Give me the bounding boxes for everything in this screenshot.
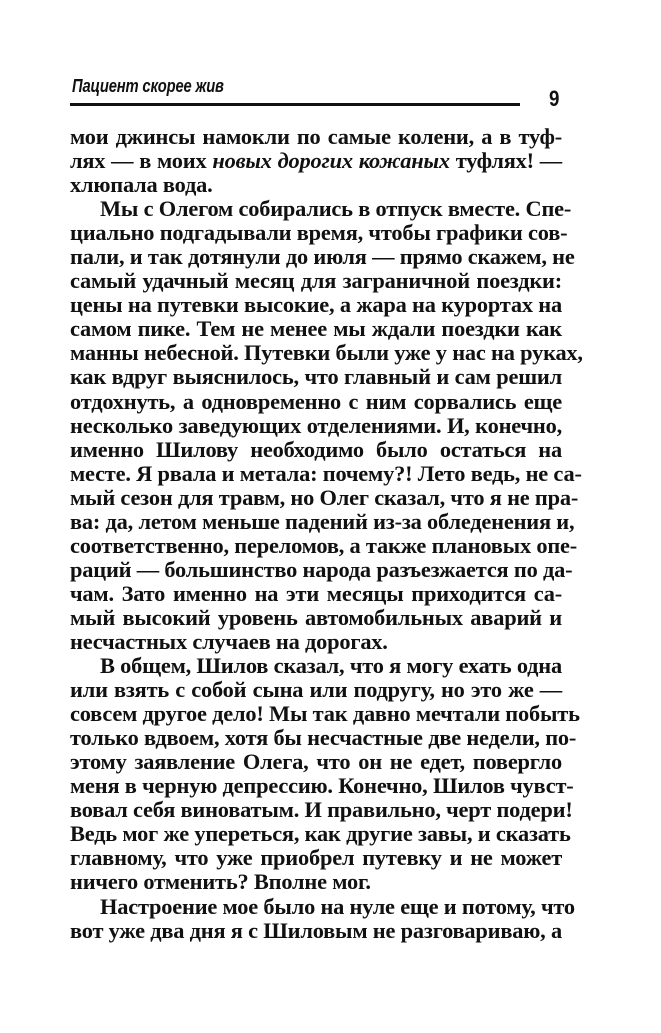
text-line [70,340,583,366]
text-segment: туфлях! — [449,148,562,174]
text-segment: месте. Я рвала и метала: почему?! Лето ведь, не са- [70,460,582,486]
text-segment: мый высокий уровень автомобильных аварий и [70,604,562,630]
text-segment: соответственно, переломов, а также плановых опе- [70,532,578,558]
text-line [70,582,562,606]
header-rule [70,103,520,106]
text-segment: вот уже два дня я с Шиловым не разговариваю, а [70,917,562,943]
text-line [70,556,573,582]
text-line [70,414,562,438]
text-line [70,919,562,943]
text-line [70,678,562,702]
text-line [70,821,571,847]
text-line [70,870,562,894]
text-line [70,893,575,919]
text-segment: манны небесной. Путевки были уже у нас на руках, [70,340,583,366]
text-segment: цены на путевки высокие, а жара на курортах на [70,292,562,318]
text-line [70,846,562,870]
text-line [70,460,582,486]
text-segment: мои джинсы намокли по самые колени, а в туф- [70,124,562,149]
text-segment: меня в черную депрессию. Конечно, Шилов чувст- [70,773,574,799]
text-line [70,220,568,246]
text-line [70,773,574,799]
text-line [70,438,562,462]
text-line [70,797,573,823]
text-segment: раций — большинство народа разъезжается по да- [70,556,573,582]
text-segment: ничего отменить? Вполне мог. [70,869,371,895]
text-segment: как вдруг выяснилось, что главный и сам решил [70,364,562,390]
text-segment: Мы с Олегом собирались в отпуск вместе. Спе- [100,196,572,222]
text-line [70,173,562,197]
text-segment: циально подгадывали время, чтобы графики сов- [70,220,568,246]
text-segment: только вдвоем, хотя бы несчастные две недели, по- [70,725,577,751]
text-segment: самом пике. Тем не менее мы ждали поездки как [70,316,562,342]
text-segment: В общем, Шилов сказал, что я могу ехать одна [100,653,562,679]
text-segment: чам. Зато именно на эти месяцы приходится са- [70,580,562,606]
text-segment: или взять с собой сына или подругу, но это же — [70,677,562,703]
text-segment: вовал себя виноватым. И правильно, черт подери! [70,797,573,823]
text-segment: хлюпала вода. [70,172,213,198]
text-segment: главному, что уже приобрел путевку и не может [70,845,562,871]
body-text [70,124,583,943]
text-line [70,630,562,654]
text-line [70,244,575,270]
text-line [70,149,562,173]
page-number: 9 [549,86,560,111]
text-line [70,317,562,341]
text-segment: лях — в моих [70,148,213,174]
text-segment: несчастных случаев на дорогах. [70,628,388,654]
text-segment: Настроение мое было на нуле еще и потому, что [100,893,575,919]
italic-text: новых дорогих кожаных [212,148,450,174]
running-header [70,76,520,104]
text-line [70,750,562,774]
text-segment: именно Шилову необходимо было остаться на [70,436,562,462]
text-line [70,269,562,293]
text-line [70,508,575,534]
text-segment: отдохнуть, а одновременно с ним сорвались еще [70,388,562,414]
text-line [70,725,577,751]
running-title: Пациент скорее жив [72,76,224,96]
text-line [70,390,562,414]
text-line [70,125,562,149]
text-segment: пали, и так дотянули до июля — прямо скажем, не [70,244,575,270]
text-line [70,654,562,678]
text-line [70,606,562,630]
text-segment: несколько заведующих отделениями. И, конечно, [70,412,562,438]
text-line [70,532,578,558]
text-line [70,293,562,317]
text-segment: этому заявление Олега, что он не едет, повергло [70,749,562,775]
text-line [70,365,562,389]
text-segment: самый удачный месяц для заграничной поездки: [70,268,562,294]
text-line [70,701,580,727]
text-line [70,484,579,510]
text-segment: совсем другое дело! Мы так давно мечтали побыть [70,701,580,727]
text-line [70,196,572,222]
text-segment: ва: да, летом меньше падений из-за обледенения и, [70,508,575,534]
text-segment: Ведь мог же упереться, как другие завы, и сказать [70,821,571,847]
text-segment: мый сезон для травм, но Олег сказал, что я не пра- [70,484,579,510]
